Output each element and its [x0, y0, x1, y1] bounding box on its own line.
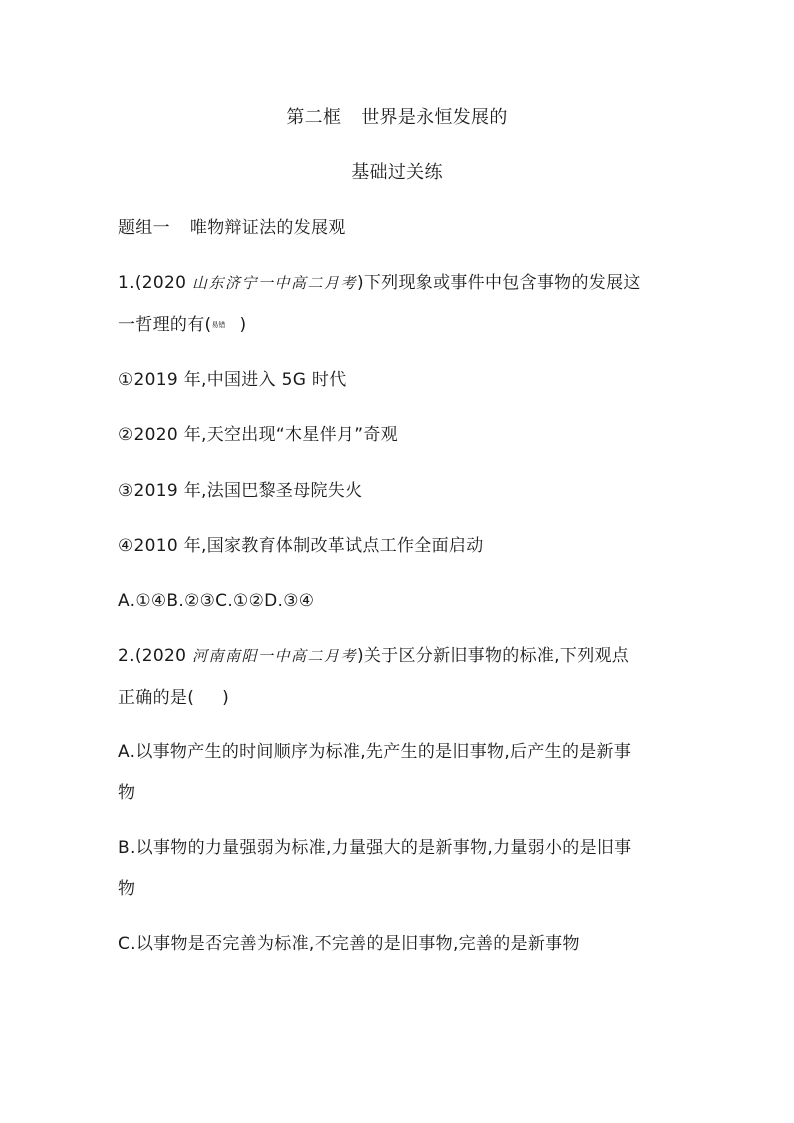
question-2-option-c: C.以事物是否完善为标准,不完善的是旧事物,完善的是新事物	[118, 934, 580, 954]
question-2-stem-line-2	[118, 686, 229, 710]
question-2-option-b-line-2: 物	[118, 879, 136, 899]
question-2-option-a-line-1: A.以事物产生的时间顺序为标准,先产生的是旧事物,后产生的是新事	[118, 742, 632, 762]
question-1-stem-a: )下列现象或事件中包含事物的发展这	[356, 273, 641, 293]
question-2-stem-line-1	[118, 644, 629, 668]
section-title: 唯物辩证法的发展观	[189, 218, 346, 238]
question-2-stem-a: )关于区分新旧事物的标准,下列观点	[356, 646, 630, 666]
title-part-2: 世界是永恒发展的	[361, 107, 508, 128]
question-1-answer-choices: A.①④B.②③C.①②D.③④	[118, 591, 315, 611]
section-label: 题组一	[118, 218, 170, 238]
question-1-source: 山东济宁一中高二月考	[191, 274, 357, 292]
question-1-stem-line-2	[118, 313, 246, 337]
question-2-stem-b: 正确的是(	[118, 688, 195, 708]
question-2-stem-close: )	[222, 688, 230, 708]
section-heading	[118, 216, 346, 240]
difficulty-tag: 易错	[211, 321, 226, 329]
question-2-source: 河南南阳一中高二月考	[191, 647, 357, 665]
page-title	[0, 106, 794, 130]
question-1-option-2: ②2020 年,天空出现“木星伴月”奇观	[118, 425, 398, 445]
title-part-1: 第二框	[286, 107, 342, 128]
question-1-stem-line-1	[118, 271, 641, 295]
page-subtitle: 基础过关练	[351, 162, 443, 183]
question-1-option-3: ③2019 年,法国巴黎圣母院失火	[118, 481, 363, 501]
question-1-stem-b: 一哲理的有(	[118, 315, 212, 335]
question-2-option-a-line-2: 物	[118, 783, 136, 803]
question-1-number: 1.(2020	[118, 273, 187, 293]
question-2-option-b-line-1: B.以事物的力量强弱为标准,力量强大的是新事物,力量弱小的是旧事	[118, 838, 632, 858]
question-2-number: 2.(2020	[118, 646, 187, 666]
question-1-option-4: ④2010 年,国家教育体制改革试点工作全面启动	[118, 536, 484, 556]
question-1-stem-close: )	[239, 315, 247, 335]
question-1-option-1: ①2019 年,中国进入 5G 时代	[118, 370, 347, 390]
